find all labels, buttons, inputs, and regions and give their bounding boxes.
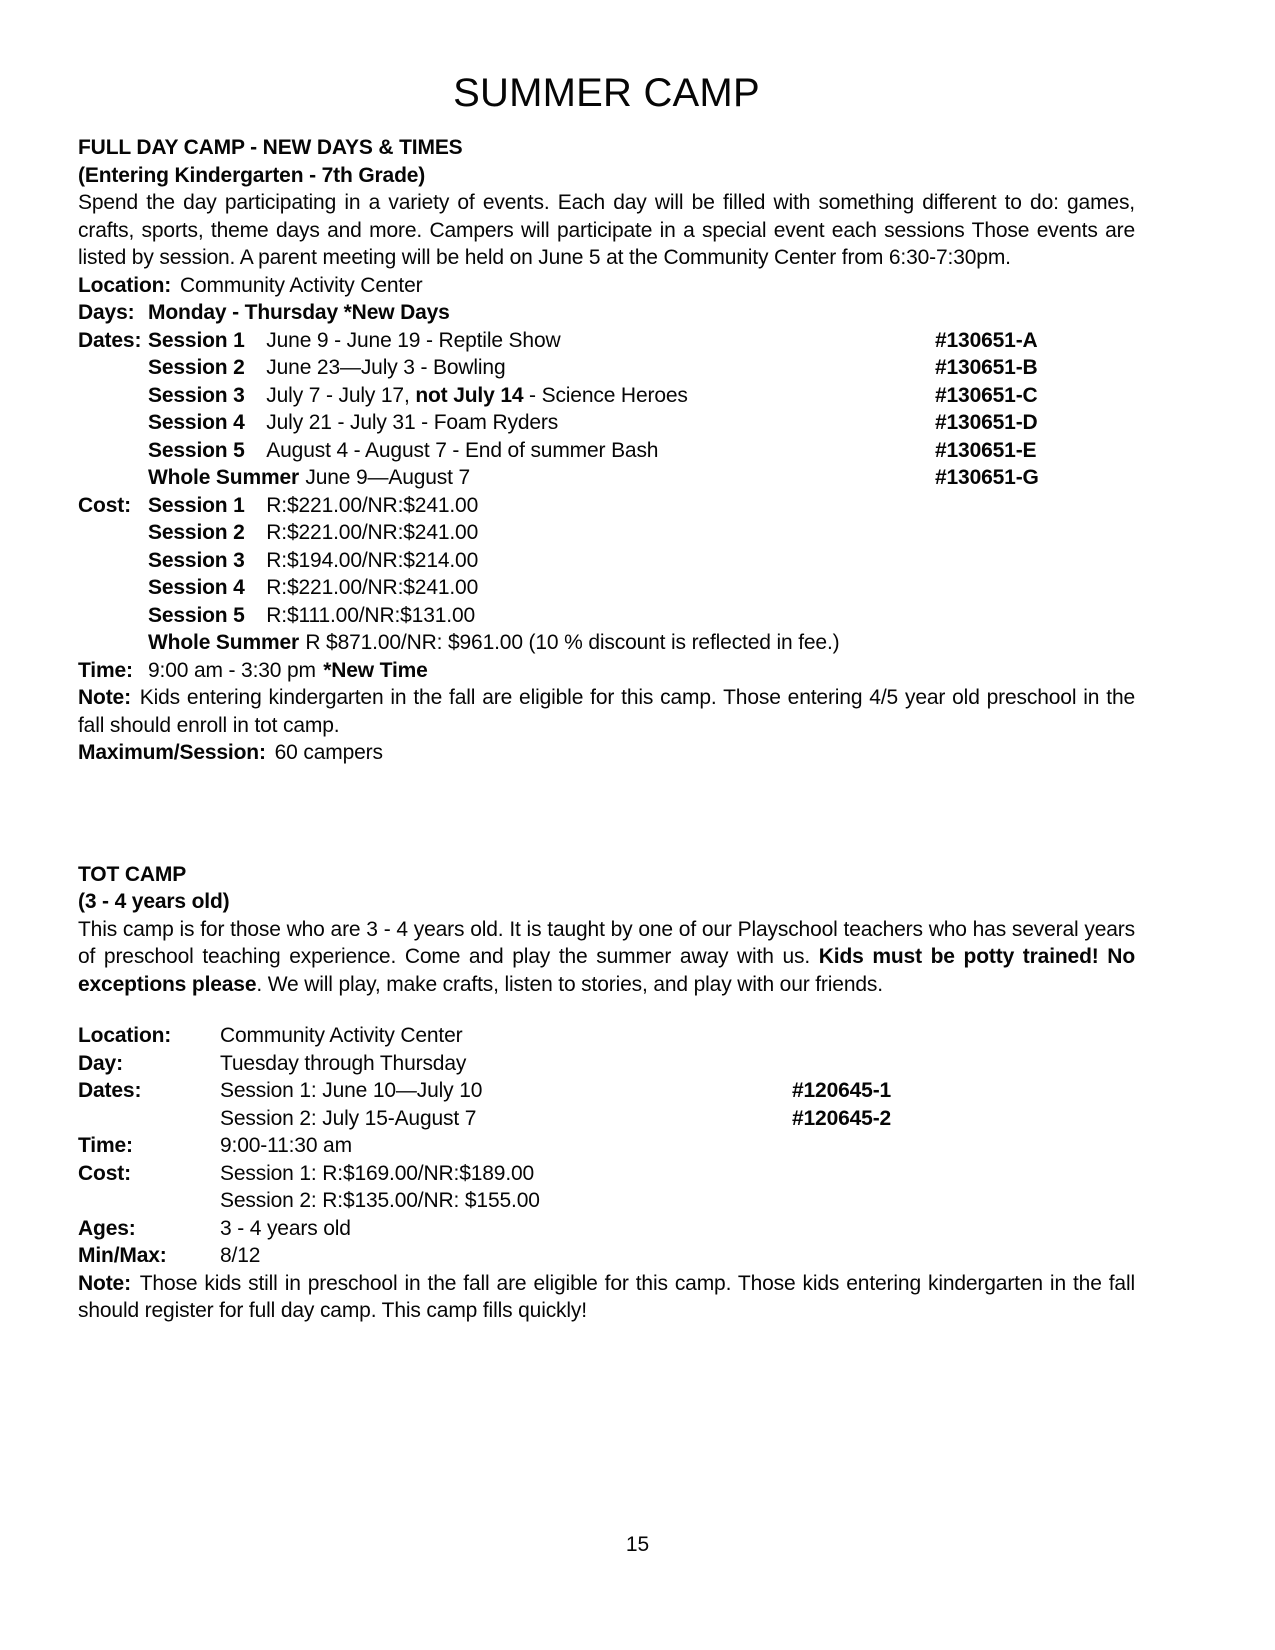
tot-intro	[78, 916, 1135, 999]
session-code: #130651-A	[935, 328, 1038, 352]
day-label: Day:	[78, 1051, 123, 1075]
full-day-heading: FULL DAY CAMP - NEW DAYS & TIMES	[78, 136, 463, 159]
session-name: Session 4	[148, 411, 245, 434]
session-name: Session 1	[148, 493, 245, 517]
tot-time-row	[78, 1132, 1135, 1160]
session-desc-bold: not July 14	[415, 383, 524, 407]
session-desc: June 9—August 7	[305, 466, 471, 489]
session-name: Session 2	[148, 356, 245, 379]
tot-intro-bold: Kids must be potty trained! No exceptions please	[78, 945, 1135, 996]
max-label: Maximum/Session:	[78, 741, 266, 764]
tot-ages-row	[78, 1215, 1135, 1243]
session-name: Whole Summer	[148, 631, 300, 654]
days-value: Monday - Thursday *New Days	[148, 301, 450, 324]
location-label: Location:	[78, 1024, 172, 1047]
session-code: #130651-G	[935, 466, 1039, 489]
cost-row	[78, 574, 1135, 602]
session-name: Whole Summer	[148, 466, 300, 489]
full-day-intro: Spend the day participating in a variety of events. Each day will be filled with something different to do: games, crafts, sports, theme days and more. Campers will participate in a special event each sessions Those events are listed by session. A parent meeting will be held on June 5 at the Community Center from 6:30-7:30pm.	[78, 191, 1135, 269]
note-label: Note:	[78, 1271, 131, 1295]
days-label: Days:	[78, 301, 135, 324]
session-name: Session 5	[148, 438, 245, 462]
session-name: Session 1	[148, 328, 245, 352]
session-name: Session 3	[148, 548, 245, 572]
session-code: #120645-1	[792, 1079, 892, 1102]
minmax-label: Min/Max:	[78, 1244, 167, 1267]
tot-date-row	[78, 1077, 1135, 1105]
session-code: #130651-C	[935, 383, 1038, 407]
session-desc: Session 2: July 15-August 7	[220, 1106, 477, 1130]
tot-cost-row	[78, 1187, 1135, 1215]
ages-label: Ages:	[78, 1216, 136, 1240]
date-row	[78, 354, 1135, 382]
time-new-badge: *New Time	[323, 658, 428, 682]
cost-row	[78, 629, 1135, 657]
time-label: Time:	[78, 1134, 133, 1157]
session-name: Session 4	[148, 576, 245, 599]
full-day-camp-section	[78, 134, 1135, 767]
tot-cost-row	[78, 1160, 1135, 1188]
page-number: 15	[625, 1532, 650, 1556]
tot-camp-section	[78, 861, 1135, 1325]
tot-heading: TOT CAMP	[78, 862, 187, 886]
note-text: Those kids still in preschool in the fall are eligible for this camp. Those kids entering kindergarten in the fall should register for full day camp. This camp fills quickly!	[78, 1271, 1135, 1322]
tot-minmax-row	[78, 1242, 1135, 1270]
cost-value: R:$221.00/NR:$241.00	[266, 521, 479, 544]
time-value: 9:00 am - 3:30 pm	[148, 658, 316, 682]
session-code: #120645-2	[792, 1106, 892, 1130]
tot-date-row	[78, 1105, 1135, 1133]
cost-row	[78, 492, 1135, 520]
session-desc: June 9 - June 19 - Reptile Show	[266, 328, 561, 352]
date-row	[78, 464, 1135, 492]
tot-note	[78, 1270, 1135, 1325]
tot-day-row	[78, 1050, 1135, 1078]
session-code: #130651-E	[935, 438, 1037, 462]
cost-row	[78, 602, 1135, 630]
session-desc: June 23—July 3 - Bowling	[266, 356, 506, 379]
cost-row	[78, 519, 1135, 547]
date-row	[78, 437, 1135, 465]
cost-value: R:$111.00/NR:$131.00	[266, 603, 475, 627]
session-desc: July 7 - July 17,	[266, 383, 416, 407]
session-desc: July 21 - July 31 - Foam Ryders	[266, 411, 559, 434]
time-label: Time:	[78, 658, 133, 682]
cost-value: Session 1: R:$169.00/NR:$189.00	[220, 1161, 535, 1185]
cost-label: Cost:	[78, 1161, 131, 1185]
full-day-days-row	[78, 299, 1135, 327]
full-day-max-row	[78, 739, 1135, 767]
tot-intro-text: This camp is for those who are 3 - 4 years old. It is taught by one of our Playschool teachers who has several years of preschool teaching experience. Come and play the summer away with us.	[78, 917, 1135, 968]
minmax-value: 8/12	[220, 1244, 261, 1267]
note-text: Kids entering kindergarten in the fall are eligible for this camp. Those entering 4/5 year old preschool in the fall should enroll in tot camp.	[78, 686, 1135, 737]
dates-label: Dates:	[78, 1079, 142, 1102]
session-code: #130651-B	[935, 356, 1038, 379]
cost-row	[78, 547, 1135, 575]
day-value: Tuesday through Thursday	[220, 1051, 467, 1075]
date-row	[78, 382, 1135, 410]
cost-value: R:$221.00/NR:$241.00	[266, 576, 479, 599]
cost-value: Session 2: R:$135.00/NR: $155.00	[220, 1189, 540, 1212]
tot-intro-text: . We will play, make crafts, listen to stories, and play with our friends.	[256, 972, 883, 996]
tot-location-row	[78, 1022, 1135, 1050]
location-value: Community Activity Center	[220, 1024, 463, 1047]
session-name: Session 2	[148, 521, 245, 544]
tot-details	[78, 1022, 1135, 1270]
max-value: 60 campers	[274, 741, 383, 764]
dates-label: Dates:	[78, 328, 142, 352]
cost-label: Cost:	[78, 493, 131, 517]
full-day-location-row	[78, 272, 1135, 300]
cost-value: R:$194.00/NR:$214.00	[266, 548, 479, 572]
location-value: Community Activity Center	[179, 273, 423, 297]
session-name: Session 5	[148, 603, 245, 627]
ages-value: 3 - 4 years old	[220, 1216, 351, 1240]
cost-value: R $871.00/NR: $961.00 (10 % discount is reflected in fee.)	[305, 631, 840, 654]
tot-subheading: (3 - 4 years old)	[78, 890, 230, 913]
session-desc: August 4 - August 7 - End of summer Bash	[266, 438, 659, 462]
session-code: #130651-D	[935, 411, 1038, 434]
location-label: Location:	[78, 273, 172, 297]
date-row	[78, 327, 1135, 355]
session-desc: Session 1: June 10—July 10	[220, 1079, 483, 1102]
time-value: 9:00-11:30 am	[220, 1134, 352, 1157]
full-day-note	[78, 684, 1135, 739]
full-day-subheading: (Entering Kindergarten - 7th Grade)	[78, 163, 426, 187]
session-name: Session 3	[148, 383, 245, 407]
full-day-time-row	[78, 657, 1135, 685]
cost-value: R:$221.00/NR:$241.00	[266, 493, 479, 517]
note-label: Note:	[78, 686, 131, 709]
page-title: SUMMER CAMP	[453, 71, 760, 115]
session-desc: - Science Heroes	[523, 383, 688, 407]
date-row	[78, 409, 1135, 437]
